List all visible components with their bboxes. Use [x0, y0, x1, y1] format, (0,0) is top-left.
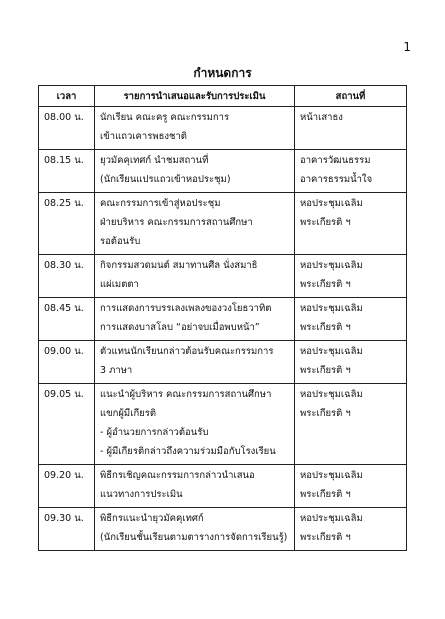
activity-line: กิจกรรมสวดมนต์ สมาทานศีล นั่งสมาธิ: [100, 260, 258, 271]
header-activity: รายการนำเสนอและรับการประเมิน: [95, 86, 295, 107]
activity-cell: [95, 341, 295, 384]
activity-line: นักเรียน คณะครู คณะกรรมการ: [100, 112, 230, 123]
place-cell: [295, 384, 407, 465]
activity-line: ตัวแทนนักเรียนกล่าวต้อนรับคณะกรรมการ: [100, 346, 274, 357]
header-time: เวลา: [39, 86, 95, 107]
place-line: พระเกียรติ ฯ: [300, 279, 351, 290]
activity-line: ฝ่ายบริหาร คณะกรรมการสถานศึกษา: [100, 217, 253, 228]
activity-line: - ผู้อำนวยการกล่าวต้อนรับ: [100, 427, 209, 438]
table-row: [39, 465, 407, 508]
table-row: [39, 255, 407, 298]
place-cell: [295, 508, 407, 551]
activity-line: แผ่เมตตา: [100, 279, 139, 290]
place-line: หอประชุมเฉลิม: [300, 198, 363, 209]
place-line: พระเกียรติ ฯ: [300, 322, 351, 333]
activity-line: การแสดงการบรรเลงเพลงของวงโยธวาทิต: [100, 303, 272, 314]
place-cell: [295, 107, 407, 150]
schedule-body: [39, 107, 407, 551]
activity-cell: [95, 193, 295, 255]
table-row: [39, 150, 407, 193]
activity-line: ยุวมัคคุเทศก์ นำชมสถานที่: [100, 155, 209, 166]
place-line: หอประชุมเฉลิม: [300, 470, 363, 481]
place-line: หอประชุมเฉลิม: [300, 389, 363, 400]
activity-line: พิธีกรแนะนำยุวมัคคุเทศก์: [100, 513, 204, 524]
place-line: อาคารวัฒนธรรม: [300, 155, 371, 166]
activity-line: แนะนำผู้บริหาร คณะกรรมการสถานศึกษา: [100, 389, 272, 400]
activity-cell: [95, 255, 295, 298]
place-line: พระเกียรติ ฯ: [300, 489, 351, 500]
schedule-table: [38, 85, 407, 551]
activity-cell: [95, 150, 295, 193]
place-line: อาคารธรรมน้ำใจ: [300, 174, 373, 185]
activity-line: พิธีกรเชิญคณะกรรมการกล่าวนำเสนอ: [100, 470, 255, 481]
place-line: พระเกียรติ ฯ: [300, 217, 351, 228]
place-line: หอประชุมเฉลิม: [300, 513, 363, 524]
activity-line: รอต้อนรับ: [100, 236, 141, 247]
time-cell: 08.15 น.: [39, 150, 95, 193]
activity-cell: [95, 298, 295, 341]
place-cell: [295, 465, 407, 508]
place-cell: [295, 298, 407, 341]
activity-line: - ผู้มีเกียรติกล่าวถึงความร่วมมือกับโรงเรียน: [100, 446, 276, 457]
activity-line: (นักเรียนแปรแถวเข้าหอประชุม): [100, 174, 231, 185]
activity-cell: [95, 465, 295, 508]
document-title: กำหนดการ: [193, 66, 252, 80]
activity-line: การแสดงบาสโลบ “อย่าจบเมื่อพบหน้า”: [100, 322, 260, 333]
place-line: พระเกียรติ ฯ: [300, 532, 351, 543]
time-cell: 09.05 น.: [39, 384, 95, 465]
table-row: [39, 508, 407, 551]
place-line: พระเกียรติ ฯ: [300, 365, 351, 376]
place-cell: [295, 193, 407, 255]
table-row: [39, 193, 407, 255]
place-line: หน้าเสาธง: [300, 112, 343, 123]
time-cell: 09.00 น.: [39, 341, 95, 384]
table-header-row: [39, 86, 407, 107]
table-row: [39, 298, 407, 341]
activity-cell: [95, 107, 295, 150]
time-cell: 09.20 น.: [39, 465, 95, 508]
activity-line: (นักเรียนชั้นเรียนตามตารางการจัดการเรียนรู้): [100, 532, 288, 543]
table-row: [39, 384, 407, 465]
header-place: สถานที่: [295, 86, 407, 107]
place-cell: [295, 255, 407, 298]
time-cell: 09.30 น.: [39, 508, 95, 551]
activity-line: แนวทางการประเมิน: [100, 489, 183, 500]
activity-line: 3 ภาษา: [100, 365, 133, 376]
activity-cell: [95, 508, 295, 551]
activity-line: แขกผู้มีเกียรติ: [100, 408, 157, 419]
place-cell: [295, 341, 407, 384]
place-line: หอประชุมเฉลิม: [300, 346, 363, 357]
page-number: 1: [403, 40, 411, 54]
activity-line: คณะกรรมการเข้าสู่หอประชุม: [100, 198, 221, 209]
place-cell: [295, 150, 407, 193]
time-cell: 08.30 น.: [39, 255, 95, 298]
place-line: หอประชุมเฉลิม: [300, 260, 363, 271]
place-line: หอประชุมเฉลิม: [300, 303, 363, 314]
time-cell: 08.25 น.: [39, 193, 95, 255]
activity-cell: [95, 384, 295, 465]
place-line: พระเกียรติ ฯ: [300, 408, 351, 419]
table-row: [39, 341, 407, 384]
time-cell: 08.45 น.: [39, 298, 95, 341]
time-cell: 08.00 น.: [39, 107, 95, 150]
table-row: [39, 107, 407, 150]
activity-line: เข้าแถวเคารพธงชาติ: [100, 131, 187, 142]
